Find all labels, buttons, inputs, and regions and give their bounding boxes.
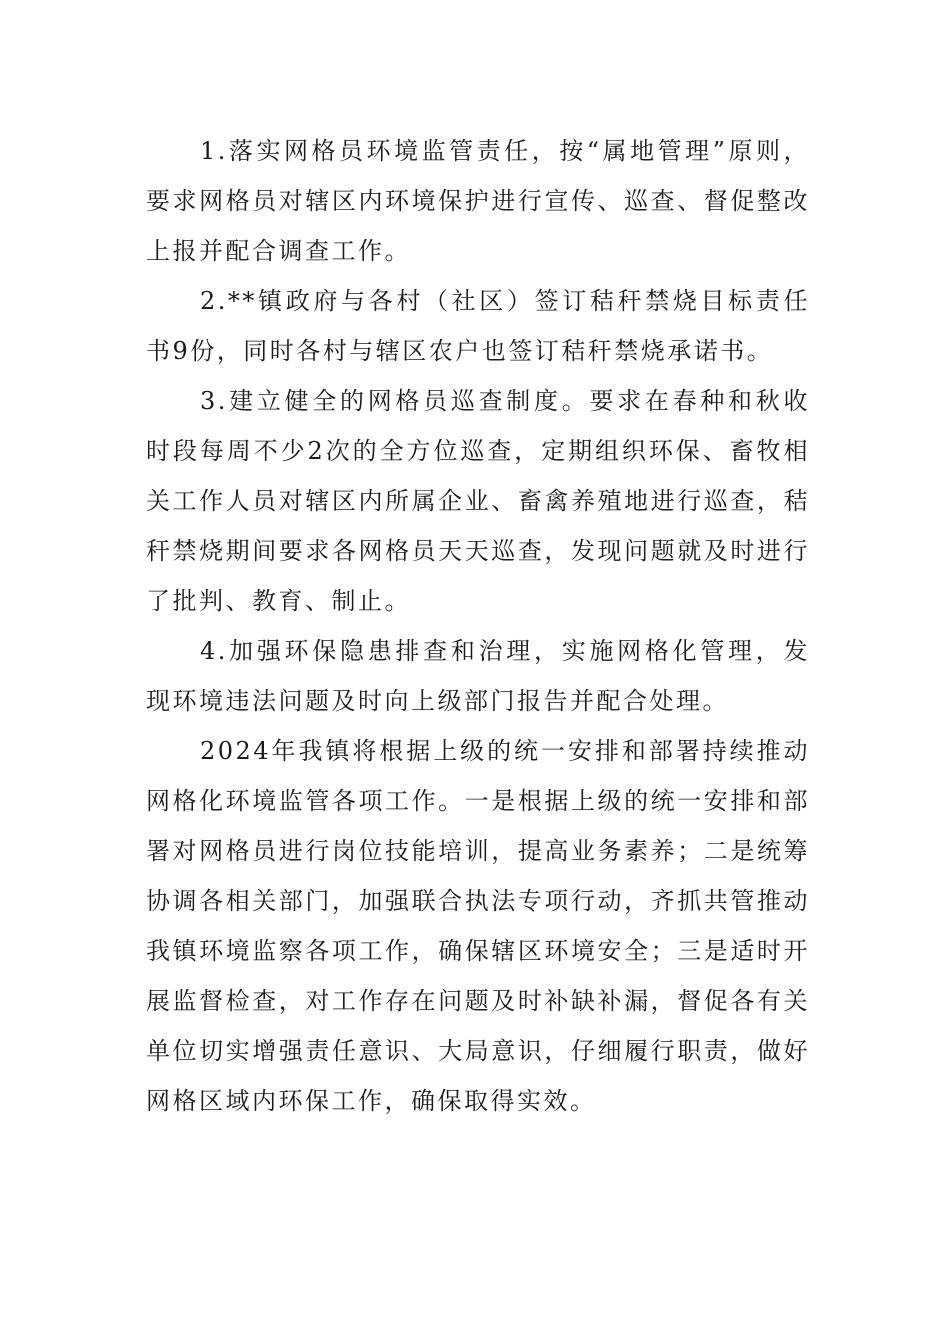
paragraph-4: 4.加强环保隐患排查和治理，实施网格化管理，发现环境违法问题及时向上级部门报告并配合处理。 [146, 637, 810, 715]
paragraph-3: 3.建立健全的网格员巡查制度。要求在春种和秋收时段每周不少2次的全方位巡查，定期组织环保、畜牧相关工作人员对辖区内所属企业、畜禽养殖地进行巡查，秸秆禁烧期间要求各网格员天天巡查，发现问题就及时进行了批判、教育、制止。 [146, 387, 810, 615]
paragraph-2: 2.**镇政府与各村（社区）签订秸秆禁烧目标责任书9份，同时各村与辖区农户也签订秸秆禁烧承诺书。 [146, 287, 810, 365]
paragraph-5: 2024年我镇将根据上级的统一安排和部署持续推动网格化环境监管各项工作。一是根据上级的统一安排和部署对网格员进行岗位技能培训，提高业务素养；二是统筹协调各相关部门，加强联合执法专项行动，齐抓共管推动我镇环境监察各项工作，确保辖区环境安全；三是适时开展监督检查，对工作存在问题及时补缺补漏，督促各有关单位切实增强责任意识、大局意识，仔细履行职责，做好网格区域内环保工作，确保取得实效。 [146, 737, 810, 1115]
paragraph-1: 1.落实网格员环境监管责任，按“属地管理”原则，要求网格员对辖区内环境保护进行宣传、巡查、督促整改上报并配合调查工作。 [146, 137, 810, 265]
document-body [146, 126, 810, 1126]
